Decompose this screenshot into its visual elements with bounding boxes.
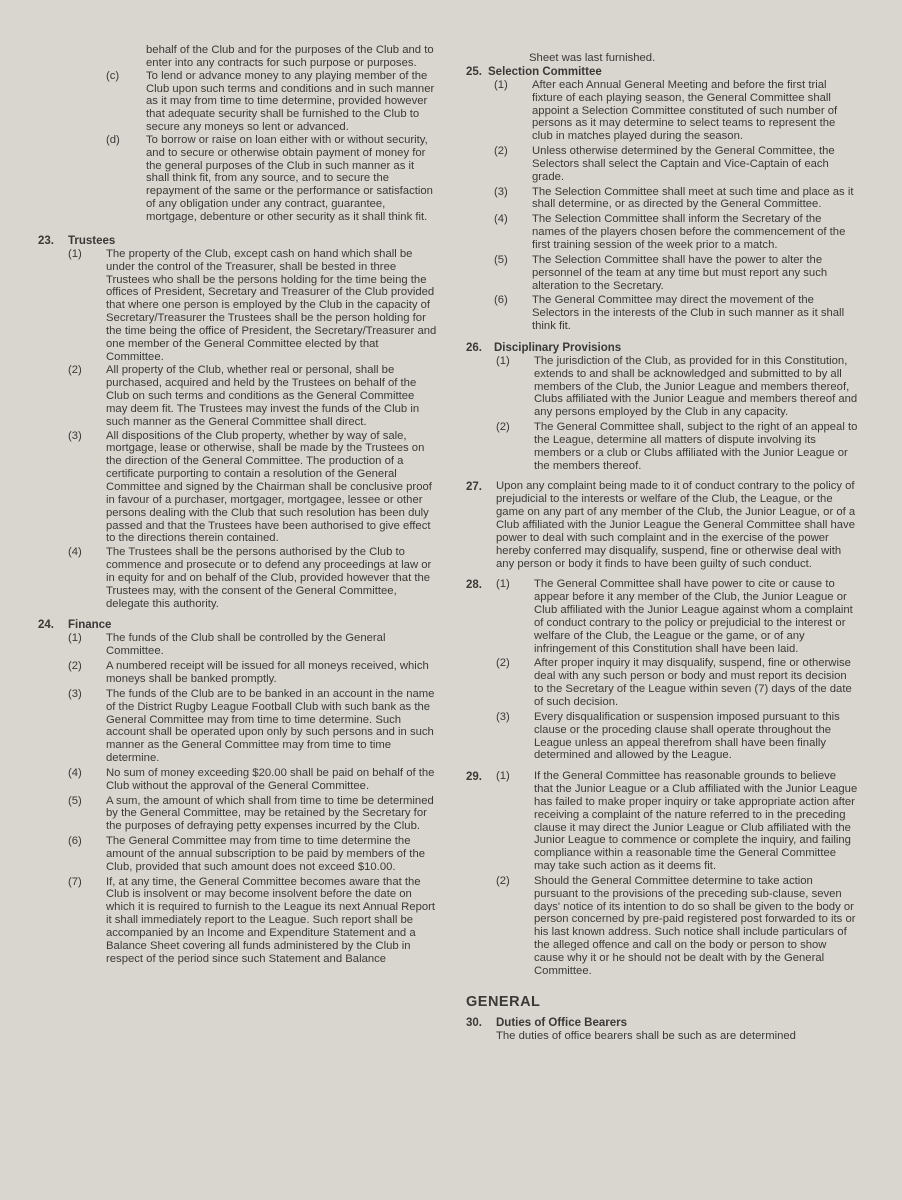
item-label: (2): [494, 145, 508, 158]
section-title: Trustees: [68, 234, 116, 247]
item-label: (1): [494, 78, 508, 91]
item-label: (3): [68, 429, 82, 442]
item-text: The General Committee may from time to time determine the amount of the annual subscription to be paid by members of the Club, provided that such amount does not exceed $10.00.: [106, 835, 426, 873]
item-label: (4): [68, 766, 82, 779]
item-text: All property of the Club, whether real or personal, shall be purchased, acquired and held by the Trustees on behalf of the Club on such terms and conditions as the General Committee may deem fit. The Trustees may invest the funds of the Club in such manner as the General Committee shall direct.: [106, 364, 420, 428]
item-text: Should the General Committee determine to take action pursuant to the provisions of the preceding sub-clause, seven days' notice of its intention to do so shall be given to the body or person concerned by pre-paid registered post forwarded to its or his last known address. Such notice shall include particulars of the alleged offence and call on the body or person to show cause why it or he should not be dealt with by the General Committee.: [534, 874, 856, 977]
item-text: The funds of the Club shall be controlled by the General Committee.: [106, 632, 386, 658]
section-text: Upon any complaint being made to it of conduct contrary to the policy of prejudicial to the interests or welfare of the Club, the League, or the game on any part of any member of the Club, the Junior League, or of a Club affiliated with the Junior League the General Committee shall have power to deal with such complaint and in the exercise of the power hereby conferred may disqualify, suspend, fine or otherwise deal with any person or body it finds to have been guilty of such conduct.: [496, 480, 856, 570]
section-number: 26.: [466, 341, 482, 354]
item-label: (1): [68, 632, 82, 645]
item-label: (1): [68, 247, 82, 260]
item-text: The Selection Committee shall meet at such time and place as it shall determine, or as directed by the General Committee.: [532, 185, 854, 211]
section-23-item-2: [68, 364, 438, 428]
section-number: 28.: [466, 579, 482, 592]
section-24-item-6: [68, 835, 438, 874]
item-text: A numbered receipt will be issued for all moneys received, which moneys shall be banked promptly.: [106, 660, 429, 685]
item-label: (3): [496, 710, 510, 723]
item-text: The Selection Committee shall have the power to alter the personnel of the team at any time but must report any such alteration to the Secretary.: [532, 253, 828, 292]
clause-c: [106, 70, 438, 134]
section-number: 25.: [466, 65, 482, 78]
section-29-item-2: [496, 875, 858, 978]
section-title: Disciplinary Provisions: [494, 341, 622, 354]
item-label: (3): [68, 687, 82, 700]
item-text: The Trustees shall be the persons authorised by the Club to commence and prosecute or to defend any proceedings at law or in equity for and on behalf of the Club, provided however that the Trustees may, with the consent of the General Committee, delegate this authority.: [106, 546, 432, 610]
section-29-item-1: [466, 770, 858, 873]
item-text: The General Committee may direct the movement of the Selectors in the interests of the Club in such manner as it shall think fit.: [532, 294, 845, 333]
section-30-heading: [466, 1016, 858, 1030]
item-text: If, at any time, the General Committee becomes aware that the Club is insolvent or may become insolvent before the date on which it is required to furnish to the League its next Annual Report it shall immediately report to the League. Such report shall be accompanied by an Income and Expenditure Statement and a Balance Sheet covering all funds administered by the Club in respect of the period since such Statement and Balance: [106, 875, 436, 965]
section-24-item-4: [68, 767, 438, 793]
continued-text: behalf of the Club and for the purposes of the Club and to enter into any contracts for such purpose or purposes.: [146, 44, 434, 69]
section-24-item-7: [68, 876, 438, 966]
section-26-item-2: [496, 421, 858, 472]
item-text: All dispositions of the Club property, whether by way of sale, mortgage, lease or otherwise, shall be made by the Trustees on the direction of the General Committee. The production of a certificate purporting to contain a resolution of the General Committee and signed by the Chairman shall be conclusive proof in favour of a purchaser, mortgager, mortgagee, lessee or other persons dealing with the Club that such resolution has been duly passed and that the Trustees have been authorised to give effect to the directions therein contained.: [106, 429, 432, 545]
item-text: A sum, the amount of which shall from time to time be determined by the General Committee, may be retained by the Secretary for the purposes of defraying petty expenses incurred by the Club.: [106, 794, 434, 833]
section-title: Finance: [68, 619, 112, 632]
clause-label: (c): [106, 69, 120, 82]
item-text: After each Annual General Meeting and before the first trial fixture of each playing season, the General Committee shall appoint a Selection Committee constituted of such number of persons as it may determine to select teams to represent the club in matches played during the season.: [532, 78, 838, 143]
section-23-item-4: [68, 546, 438, 610]
item-label: (2): [496, 657, 510, 670]
section-26-item-1: [496, 355, 858, 419]
item-label: (2): [496, 421, 510, 434]
item-label: (1): [496, 354, 510, 367]
item-label: (2): [496, 874, 510, 887]
item-label: (1): [496, 770, 510, 783]
left-column: [38, 44, 438, 966]
section-24-item-5: [68, 795, 438, 834]
clause-text: To borrow or raise on loan either with or without security, and to secure or otherwise obtain payment of money for the general purposes of the Club in such manner as it shall think fit, from any source, and to secure the repayment of the same or the performance or satisfaction of any obligation under any contract, guarantee, mortgage, debenture or other security as it shall think fit.: [146, 133, 433, 223]
general-heading: GENERAL: [466, 993, 541, 1010]
section-number: 23.: [38, 234, 54, 247]
item-text: The property of the Club, except cash on hand which shall be under the control of the Treasurer, shall be bested in three Trustees who shall be the persons holding for the time being the offices of President, Secretary and Treasurer of the Club provided that where one person is employed by the Club in the capacity of Secretary/Treasurer the Trustees shall be the person holding for the time being the office of President, the Secretary/Treasurer and one member of the General Committee elected by that Committee.: [106, 247, 437, 363]
section-24-item-3: [68, 688, 438, 765]
item-text: Every disqualification or suspension imposed pursuant to this clause or the proceding clause shall operate throughout the League unless an appeal therefrom shall have been finally determined and allowed by the League.: [534, 710, 840, 762]
item-label: (2): [68, 364, 82, 377]
clause-text: To lend or advance money to any playing member of the Club upon such terms and conditions and in such manner as it may from time to time determine, provided however that adequate security shall be furnished to the Club to secure any moneys so lent or advanced.: [146, 69, 435, 134]
section-number: 24.: [38, 619, 54, 632]
clause-d: [106, 134, 438, 224]
item-label: (7): [68, 875, 82, 888]
item-text: The General Committee shall have power to cite or cause to appear before it any member of the Club, the Junior League or Club affiliated with the Junior League against whom a complaint of conduct contrary to the policy or prejudicial to the interest or welfare of the Club, the League or the game, or of any infringement of this Constitution shall have been laid.: [534, 578, 853, 655]
section-25-item-1: [494, 79, 858, 143]
section-27: [466, 480, 858, 570]
item-text: The funds of the Club are to be banked in an account in the name of the District Rugby League Football Club with such bank as the General Committee may from time to time determine. Such account shall be operated upon only by such persons and in such manner as the General Committee may from time to time determine.: [106, 687, 435, 765]
item-label: (4): [494, 213, 508, 226]
section-25-item-5: [494, 254, 858, 293]
section-number: 30.: [466, 1016, 482, 1029]
section-title: Duties of Office Bearers: [496, 1016, 628, 1029]
section-23-item-3: [68, 430, 438, 546]
item-label: (6): [494, 294, 508, 307]
section-24-heading: [38, 618, 438, 632]
item-text: The jurisdiction of the Club, as provided for in this Constitution, extends to and shall be acknowledged and submitted to by all members of the Club, the Junior League and members thereof, Clubs affiliated with the Junior League and members thereof and any persons employed by the Club in any capacity.: [534, 354, 858, 419]
section-24-item-1: [68, 632, 438, 658]
item-label: (2): [68, 660, 82, 673]
section-number: 27.: [466, 481, 482, 494]
item-text: After proper inquiry it may disqualify, suspend, fine or otherwise deal with any such person or body and must report its decision to the Secretary of the League within seven (7) days of the date of such decision.: [534, 657, 852, 708]
item-label: (5): [494, 253, 508, 266]
section-28-item-3: [496, 711, 858, 762]
item-label: (5): [68, 794, 82, 807]
section-28-item-2: [496, 657, 858, 708]
item-label: (3): [494, 185, 508, 198]
section-25-item-4: [494, 213, 858, 252]
clause-label: (d): [106, 133, 120, 146]
item-text: Unless otherwise determined by the General Committee, the Selectors shall select the Captain and Vice-Captain of each grade.: [532, 145, 835, 183]
item-text: The General Committee shall, subject to the right of an appeal to the League, determine all matters of dispute involving its members or a club or Clubs affiliated with the Junior League or the members thereof.: [534, 421, 858, 472]
item-text: If the General Committee has reasonable grounds to believe that the Junior League or a Club affiliated with the Junior League has failed to make proper inquiry or take appropriate action after receiving a complaint of the nature referred to in the preceding clause it may direct the Junior League or Club affiliated with the Junior League to commence or complete the inquiry, and failing compliance within a reasonable time the General Committee may take such action as it deems fit.: [534, 770, 858, 873]
section-25-item-6: [494, 294, 858, 333]
section-number: 29.: [466, 771, 482, 784]
continued-text: Sheet was last furnished.: [529, 52, 656, 64]
section-26-heading: [466, 341, 858, 355]
item-text: No sum of money exceeding $20.00 shall be paid on behalf of the Club without the approval of the General Committee.: [106, 766, 435, 792]
section-25-heading: [466, 65, 858, 79]
item-label: (4): [68, 546, 82, 559]
section-25-item-3: [494, 186, 858, 212]
section-23-item-1: [68, 248, 438, 364]
right-column: [466, 44, 858, 1043]
section-title: Selection Committee: [488, 65, 602, 78]
section-30-text: The duties of office bearers shall be such as are determined: [496, 1029, 796, 1042]
section-24-item-2: [68, 660, 438, 686]
section-25-item-2: [494, 145, 858, 184]
item-label: (1): [496, 578, 510, 591]
section-28-item-1: [466, 578, 858, 655]
item-label: (6): [68, 835, 82, 848]
item-text: The Selection Committee shall inform the Secretary of the names of the players chosen before the commencement of the first training session of the week prior to a match.: [532, 213, 846, 251]
section-23-heading: [38, 234, 438, 248]
